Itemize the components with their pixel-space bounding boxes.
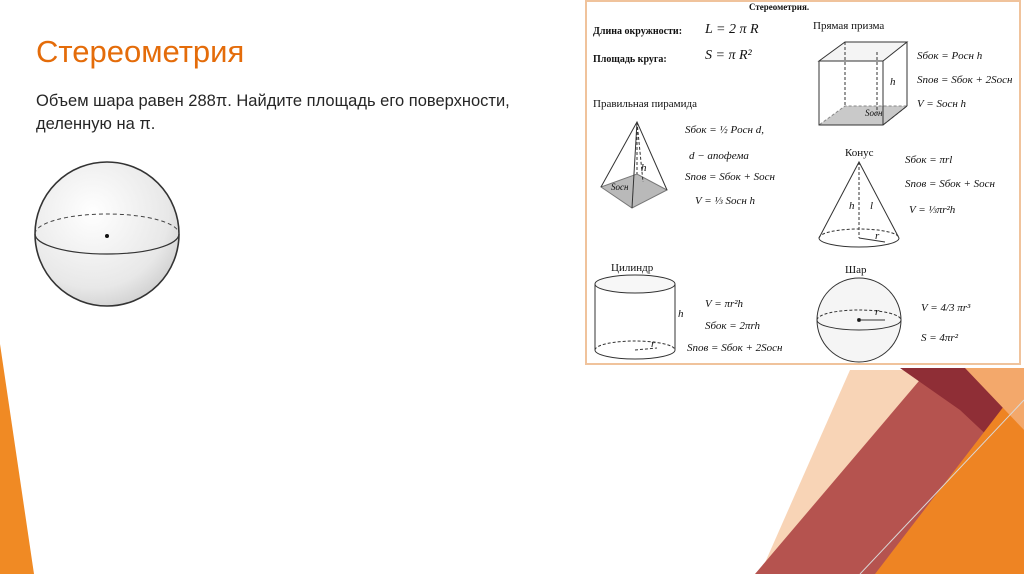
cone-l-label: l (870, 200, 874, 212)
ball-formula-surface: S = 4πr² (921, 332, 959, 344)
sphere-illustration (28, 158, 188, 310)
cone-r-label: r (875, 230, 880, 242)
cone-title: Конус (845, 147, 874, 159)
cone-formula-total: Sпов = Sбок + Sосн (905, 178, 995, 190)
cylinder-h-label: h (678, 308, 684, 320)
prism-base (819, 106, 907, 125)
cylinder-formula-volume: V = πr²h (705, 298, 744, 310)
pyramid-title: Правильная пирамида (593, 98, 697, 110)
prism-title: Прямая призма (813, 20, 885, 32)
problem-line-2: деленную на π. (36, 115, 156, 133)
pyramid-formula-total: Sпов = Sбок + Sосн (685, 171, 775, 183)
ball-r-label: r (875, 306, 880, 318)
cylinder-formula-lateral: Sбок = 2πrh (705, 320, 761, 332)
ball-title: Шар (845, 264, 867, 276)
circle-area-label: Площадь круга: (593, 54, 667, 65)
cylinder-r-label: r (651, 338, 656, 350)
reference-header: Стереометрия. (749, 2, 810, 12)
prism-formula-lateral: Sбок = Pосн h (917, 50, 983, 62)
cylinder-title: Цилиндр (611, 262, 654, 274)
formula-reference-card (585, 0, 1021, 365)
pyramid-formula-volume: V = ⅓ Sосн h (695, 195, 756, 207)
pyramid-figure (601, 122, 667, 208)
cylinder-figure (595, 275, 675, 359)
problem-line-1: Объем шара равен 288π. Найдите площадь его поверхности, (36, 92, 510, 110)
pyramid-base-label: Sосн (611, 182, 629, 192)
ball-figure (817, 278, 901, 362)
circle-area-formula: S = π R² (705, 48, 752, 63)
pyramid-apothem-note: d − апофема (689, 150, 749, 162)
pyramid-h-label: h (641, 162, 647, 174)
slide-title: Стереометрия (36, 34, 245, 69)
cone-figure (819, 162, 899, 247)
prism-h-label: h (890, 76, 896, 88)
left-orange-strip (0, 344, 34, 574)
prism-formula-total: Sпов = Sбок + 2Sосн (917, 74, 1013, 86)
cone-formula-lateral: Sбок = πrl (905, 154, 953, 166)
circumference-formula: L = 2 π R (705, 22, 759, 37)
sphere-center-dot (105, 234, 109, 238)
cone-h-label: h (849, 200, 855, 212)
ball-formula-volume: V = 4/3 πr³ (921, 302, 971, 314)
cone-formula-volume: V = ⅓πr²h (909, 204, 956, 216)
prism-base-label: Sосн (865, 108, 883, 118)
pyramid-formula-lateral: Sбок = ½ Pосн d, (685, 124, 765, 136)
cylinder-formula-total: Sпов = Sбок + 2Sосн (687, 342, 783, 354)
prism-formula-volume: V = Sосн h (917, 98, 967, 110)
circumference-label: Длина окружности: (593, 26, 683, 37)
problem-text (36, 90, 556, 136)
